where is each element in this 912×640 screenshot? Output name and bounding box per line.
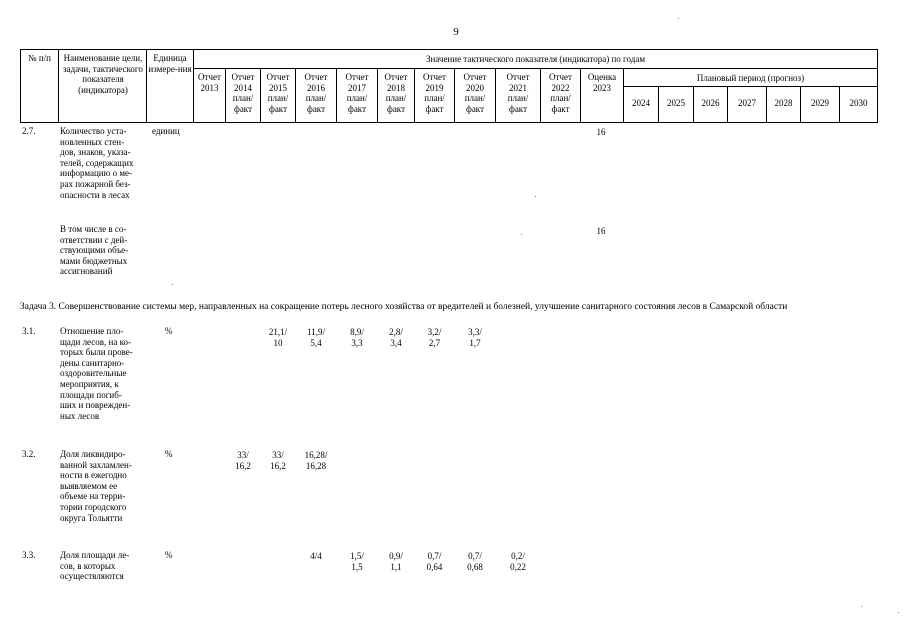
name-line: объеме на терри- (60, 491, 126, 502)
plan-year-2025: 2025 (667, 98, 685, 108)
header-report-line: 2022 (551, 82, 570, 93)
scan-speck (172, 284, 173, 285)
estimate-label: Оценка (587, 72, 617, 82)
row-3-2-number: 3.2. (22, 449, 36, 459)
plan-year-2030: 2030 (849, 98, 868, 108)
value-top: 0,2/ (511, 551, 525, 561)
value-cell (296, 551, 336, 562)
header-report-line: план/ (550, 93, 571, 103)
value-cell (455, 551, 495, 572)
header-report-0 (194, 72, 225, 93)
header-report-line: 2021 (509, 82, 527, 93)
row-3-2-name (60, 449, 142, 523)
header-report-9 (541, 72, 580, 114)
name-line: торых были прове- (60, 347, 133, 358)
header-report-line: 2014 (234, 82, 252, 93)
header-report-line: Отчет (231, 72, 255, 82)
name-line: дов, знаков, указа- (60, 147, 131, 158)
plan-year-2027: 2027 (738, 98, 756, 108)
name-line: Количество уста- (60, 126, 127, 136)
name-line: ших и поврежден- (60, 400, 131, 411)
name-line: В том числе в со- (60, 224, 127, 234)
plan-year-2029: 2029 (811, 98, 829, 108)
value-bottom: 16,2 (270, 460, 286, 471)
row-3-3-name (60, 550, 142, 582)
value-cell (378, 327, 414, 348)
value-cell (496, 551, 540, 572)
header-report-line: факт (386, 103, 405, 114)
name-line: ных лесов (60, 410, 100, 421)
header-report-line: факт (233, 103, 252, 114)
header-report-4 (337, 72, 377, 114)
row-3-3-number: 3.3. (22, 550, 36, 560)
value-top: 1,5/ (350, 551, 364, 561)
header-report-6 (415, 72, 454, 114)
header-group-title: Значение тактического показателя (индикатора) по годам (425, 54, 646, 64)
value-top: 33/ (237, 450, 249, 460)
header-col-unit: Единица измере-ния (148, 53, 192, 74)
value-cell (455, 327, 495, 348)
name-line: информацию о ме- (60, 168, 132, 179)
name-line: Доля ликвидиро- (60, 449, 126, 459)
header-report-7 (455, 72, 495, 114)
row-2-7-subrow-estimate: 16 (596, 226, 606, 236)
header-plan-period: Плановый период (прогноз) (696, 73, 805, 83)
name-line: площади погиб- (60, 389, 122, 400)
value-cell (337, 327, 377, 348)
header-report-line: 2020 (466, 82, 484, 93)
value-top: 2,8/ (389, 327, 403, 337)
header-report-line: Отчет (506, 72, 530, 82)
header-report-line: 2015 (269, 82, 287, 93)
scan-speck (898, 612, 899, 613)
name-line: ванной захламлен- (60, 459, 132, 470)
row-3-1-unit: % (165, 326, 173, 336)
value-bottom: 0,22 (510, 561, 526, 572)
header-col-name: Наименование цели, задачи, тактического показателя (индикатора) (63, 53, 143, 95)
header-report-line: Отчет (304, 72, 328, 82)
header-report-line: Отчет (423, 72, 446, 82)
header-report-line: факт (268, 103, 287, 114)
header-report-line: 2013 (200, 82, 219, 93)
name-line: ствующими объе- (60, 245, 129, 256)
value-cell (261, 450, 295, 471)
header-report-line: план/ (267, 93, 289, 103)
value-top: 0,7/ (427, 551, 442, 561)
header-report-line: факт (551, 103, 570, 114)
value-cell (415, 551, 454, 572)
row-2-7-estimate: 16 (596, 127, 606, 137)
page-number: 9 (453, 26, 459, 38)
header-report-line: факт (508, 103, 527, 114)
value-bottom: 10 (273, 337, 283, 348)
header-report-line: Отчет (266, 72, 290, 82)
header-report-line: факт (465, 103, 484, 114)
value-bottom: 3,3 (351, 337, 363, 348)
name-line: ответствии с дей- (60, 234, 128, 245)
header-report-3 (296, 72, 336, 114)
name-line: щади лесов, на ко- (60, 336, 131, 347)
value-cell (296, 327, 336, 348)
value-bottom: 0,64 (426, 561, 443, 572)
plan-year-2026: 2026 (701, 98, 720, 108)
header-report-line: Отчет (463, 72, 487, 82)
header-report-8 (496, 72, 540, 114)
plan-year-2028: 2028 (774, 98, 793, 108)
value-top: 11,9/ (307, 327, 325, 337)
value-top: 3,2/ (427, 327, 442, 337)
row-3-3-unit: % (165, 550, 173, 560)
name-line: рах пожарной без- (60, 178, 131, 189)
header-report-line: факт (347, 103, 366, 114)
header-report-line: Отчет (198, 72, 221, 82)
header-report-line: 2017 (348, 82, 366, 93)
value-top: 4/4 (310, 551, 322, 561)
header-col-number: № п/п (28, 53, 51, 63)
value-bottom: 1,5 (351, 561, 363, 572)
value-top: 8,9/ (350, 327, 364, 337)
name-line: сов, в которых (60, 560, 116, 571)
value-cell (226, 450, 260, 471)
value-cell (296, 450, 336, 471)
name-line: осуществляются (60, 571, 124, 582)
header-report-line: Отчет (345, 72, 369, 82)
header-report-line: 2018 (387, 82, 405, 93)
scan-speck (678, 18, 679, 19)
header-estimate-2023 (581, 72, 623, 93)
value-top: 0,7/ (468, 551, 482, 561)
value-cell (415, 327, 454, 348)
value-top: 33/ (272, 450, 284, 460)
value-top: 21,1/ (268, 327, 288, 337)
header-report-line: факт (425, 103, 444, 114)
header-report-line: план/ (464, 93, 486, 103)
header-report-line: факт (306, 103, 325, 114)
name-line: ассигнований (60, 266, 113, 277)
value-top: 0,9/ (389, 551, 403, 561)
name-line: Доля площади ле- (60, 550, 130, 560)
header-report-line: план/ (305, 93, 327, 103)
name-line: мероприятия, к (60, 378, 119, 389)
header-report-line: 2019 (425, 82, 444, 93)
value-bottom: 5,4 (310, 337, 322, 348)
name-line: новленных стен- (60, 136, 125, 147)
header-report-line: Отчет (549, 72, 572, 82)
task-3-heading: Задача 3. Совершенствование системы мер, направленных на сокращение потерь лесного хозяйства от вредителей и болезней, улучшение санитарного состояния лесов в Самарской области (20, 302, 788, 312)
plan-year-2024: 2024 (632, 98, 650, 108)
value-bottom: 16,28 (305, 460, 327, 471)
row-2-7-subrow-name (60, 224, 142, 277)
name-line: телей, содержащих (60, 157, 134, 168)
name-line: округа Тольятти (60, 512, 123, 523)
scan-speck (861, 606, 862, 607)
header-report-1 (226, 72, 260, 114)
scan-speck (535, 196, 536, 197)
header-report-line: план/ (232, 93, 254, 103)
estimate-year: 2023 (593, 82, 611, 93)
row-3-1-name (60, 326, 142, 421)
name-line: дены санитарно- (60, 357, 125, 368)
header-report-line: Отчет (384, 72, 408, 82)
name-line: выявляемом ее (60, 480, 118, 491)
header-report-5 (378, 72, 414, 114)
value-cell (261, 327, 295, 348)
row-2-7-unit: единиц (152, 126, 180, 136)
name-line: оздоровительные (60, 368, 127, 379)
header-report-line: план/ (346, 93, 368, 103)
header-report-line: план/ (507, 93, 529, 103)
header-report-2 (261, 72, 295, 114)
name-line: опасности в лесах (60, 189, 130, 200)
value-cell (337, 551, 377, 572)
header-report-line: план/ (424, 93, 445, 103)
row-2-7-name (60, 126, 142, 200)
row-3-2-unit: % (165, 449, 173, 459)
value-bottom: 1,1 (390, 561, 402, 572)
name-line: тории городского (60, 501, 127, 512)
value-cell (378, 551, 414, 572)
name-line: ности в ежегодно (60, 470, 127, 481)
row-2-7-number: 2.7. (22, 126, 36, 136)
value-bottom: 1,7 (469, 337, 481, 348)
header-report-line: план/ (385, 93, 407, 103)
value-bottom: 3,4 (390, 337, 402, 348)
value-bottom: 16,2 (235, 460, 251, 471)
value-top: 3,3/ (468, 327, 482, 337)
value-top: 16,28/ (304, 450, 328, 460)
name-line: мами бюджетных (60, 255, 128, 266)
value-bottom: 0,68 (467, 561, 483, 572)
row-3-1-number: 3.1. (22, 326, 36, 336)
name-line: Отношение пло- (60, 326, 124, 336)
scan-speck (521, 234, 522, 235)
header-report-line: 2016 (307, 82, 325, 93)
value-bottom: 2,7 (428, 337, 441, 348)
